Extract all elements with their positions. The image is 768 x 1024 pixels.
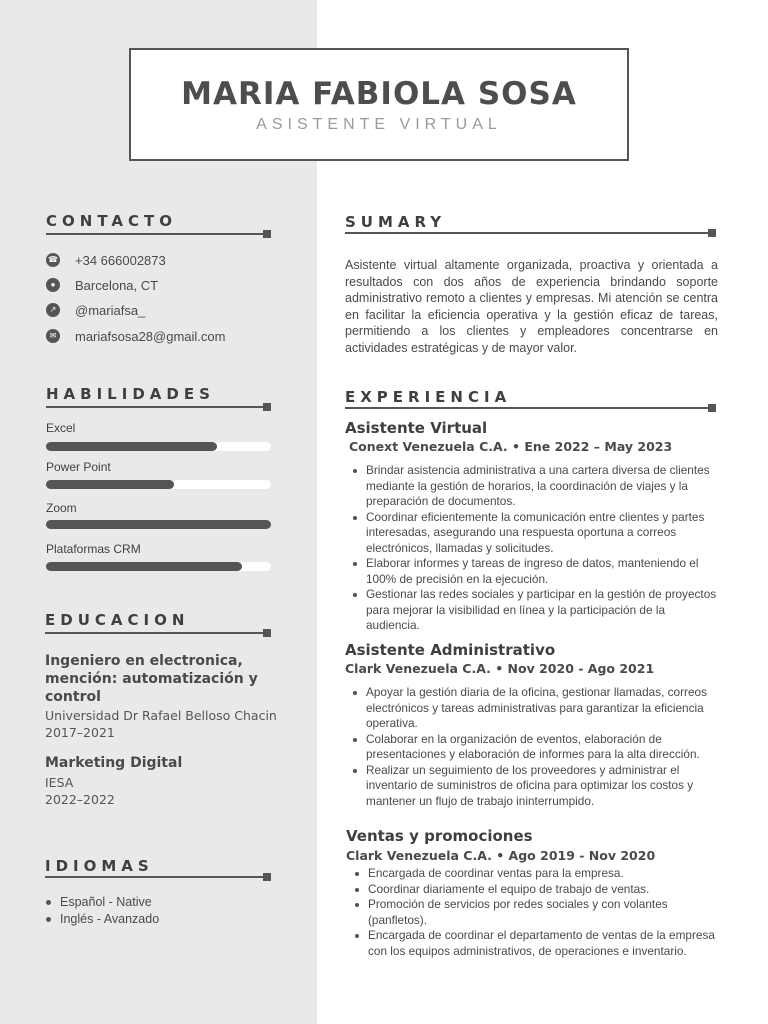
skill-label: Excel [46, 421, 76, 435]
contact-divider [46, 233, 268, 235]
job-bullet: Coordinar eficientemente la comunicación entre clientes y partes interesadas, asegurando una respuesta oportuna a correos electrónicos, llamadas y solicitudes. [366, 510, 718, 557]
contact-handle[interactable]: @mariafsa_ [75, 302, 146, 318]
job-bullet: Brindar asistencia administrativa a una cartera diversa de clientes mediante la gestión de horarios, la coordinación de viajes y la preparación de documentos. [366, 463, 718, 510]
contact-email-row [46, 327, 225, 345]
contact-handle-row [46, 301, 145, 319]
contact-location-row [46, 276, 158, 294]
job-bullet: Promoción de servicios por redes sociales y con volantes (panfletos). [368, 897, 716, 928]
skill-bar-fill [46, 520, 271, 529]
education-years: 2017–2021 [45, 725, 115, 740]
summary-text: Asistente virtual altamente organizada, proactiva y orientada a resultados con dos años de experiencia brindando soporte administrativo remoto a clientes y empresas. Mi atención se centra en facilitar la eficiencia operativa y la gestión eficaz de tareas, permitiendo a los clientes y empleadores concentrarse en actividades estratégicas y de mayor valor. [345, 258, 718, 355]
skills-divider [46, 406, 268, 408]
skill-bar-fill [46, 480, 174, 489]
education-degree: Ingeniero en electronica, mención: automatización y control [45, 653, 258, 705]
experience-section-title: EXPERIENCIA [345, 388, 512, 406]
language-item: Inglés - Avanzado [45, 911, 159, 928]
job-bullet: Encargada de coordinar ventas para la empresa. [368, 866, 716, 882]
skill-label: Zoom [46, 501, 77, 515]
education-years: 2022–2022 [45, 792, 115, 807]
job-bullets [366, 685, 718, 809]
arrow-up-right-icon: ↗ [46, 303, 60, 317]
job-bullet: Coordinar diariamente el equipo de trabajo de ventas. [368, 882, 716, 898]
job-company-dates: Clark Venezuela C.A. • Ago 2019 - Nov 2020 [346, 848, 656, 863]
contact-phone[interactable]: +34 666002873 [75, 252, 166, 268]
skill-bar-track [46, 520, 271, 529]
job-bullet: Gestionar las redes sociales y participar en la gestión de proyectos para mejorar la visibilidad en línea y la participación de la audiencia. [366, 587, 717, 632]
job-bullet: Realizar un seguimiento de los proveedores y administrar el inventario de suministros de oficina para optimizar los costos y mantener un flujo de trabajo ininterrumpido. [366, 763, 718, 810]
contact-email[interactable]: mariafsosa28@gmail.com [75, 328, 226, 344]
phone-icon: ☎ [46, 253, 60, 267]
job-company-dates: Conext Venezuela C.A. • Ene 2022 – May 2023 [349, 439, 673, 454]
full-name: MARIA FABIOLA SOSA [181, 76, 577, 112]
skill-bar-fill [46, 562, 242, 571]
job-title: Asistente Administrativo [345, 641, 556, 659]
skills-section-title: HABILIDADES [46, 385, 215, 403]
experience-divider [345, 407, 713, 409]
job-role: ASISTENTE VIRTUAL [256, 116, 502, 133]
education-degree: Marketing Digital [45, 755, 183, 771]
job-bullet: Elaborar informes y tareas de ingreso de datos, manteniendo el 100% de precisión en la ejecución. [366, 556, 718, 587]
email-icon: ✉ [46, 329, 60, 343]
language-item: Español - Native [45, 894, 159, 911]
skill-bar-track [46, 562, 271, 571]
contact-section-title: CONTACTO [46, 212, 177, 230]
contact-phone-row [46, 251, 166, 269]
education-school: Universidad Dr Rafael Belloso Chacin [45, 708, 277, 723]
education-school: IESA [45, 775, 74, 790]
languages-divider [45, 876, 268, 878]
job-company-dates: Clark Venezuela C.A. • Nov 2020 - Ago 2021 [345, 661, 655, 676]
skill-bar-track [46, 442, 271, 451]
location-pin-icon: ● [46, 278, 60, 292]
summary-divider [345, 232, 713, 234]
job-bullets [366, 463, 718, 634]
job-title: Ventas y promociones [346, 827, 533, 845]
languages-section-title: IDIOMAS [45, 857, 154, 875]
name-header-box [129, 48, 629, 161]
job-bullets [368, 866, 716, 959]
education-section-title: EDUCACION [45, 611, 190, 629]
job-bullet: Colaborar en la organización de eventos, elaboración de presentaciones y elaboración de informes para la alta dirección. [366, 732, 718, 763]
contact-location: Barcelona, CT [75, 277, 159, 293]
job-bullet: Apoyar la gestión diaria de la oficina, gestionar llamadas, correos electrónicos y tareas administrativas para garantizar la eficiencia operativa. [366, 685, 718, 732]
skill-bar-track [46, 480, 271, 489]
skill-label: Power Point [46, 460, 111, 474]
summary-section-title: SUMARY [345, 213, 447, 231]
skill-bar-fill [46, 442, 217, 451]
job-bullet: Encargada de coordinar el departamento de ventas de la empresa con los equipos administrativos, de operaciones e inventario. [368, 928, 715, 958]
education-divider [45, 632, 268, 634]
languages-list [45, 894, 159, 928]
skill-label: Plataformas CRM [46, 542, 141, 556]
job-title: Asistente Virtual [345, 419, 488, 437]
